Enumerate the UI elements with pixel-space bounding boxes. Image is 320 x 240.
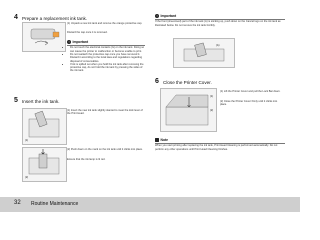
important-text: If the front (sheet-feed) part of the ink tank (A) is sticking up, push down on the Cancel logo on the ink tank as illustrated below. Do not remove the ink tank forcibly. [155,20,281,27]
important-item: • Do not touch the electrical contacts (G) on the ink tank. Doing so can cause the printer to malfunction or become unable to print. [70,46,145,53]
step4-instruction-1b: Discard the cap once it is removed. [67,31,108,34]
step5-instruction-2: (2) Push down on the mark on the ink tank until it clicks into place. [67,148,143,151]
important-item: • If ink is spilled out when you hold the ink tank after removing the protective cap, do not hold the ink tank by pressing the sides of the ink tank. [70,63,145,73]
note-text: When you start printing after replacing the ink tank, Print Head Cleaning is performed automatically. Do not perform any other operations until Print Head Cleaning finishes. [155,144,278,151]
step-title-4: Prepare a replacement ink tank. [22,15,88,21]
ink-tank-insert-svg [23,109,66,144]
label-a: (A) [216,44,220,47]
step-title-6: Close the Printer Cover. [163,79,212,85]
step4-instruction-1: (1) Unpack a new ink tank and remove the orange protective cap. [67,22,143,25]
note-box [155,138,285,151]
note-icon [155,138,159,142]
step-number-5: 5 [14,97,18,104]
label-step5-2: (2) [25,176,29,179]
label-step5-1: (1) [25,139,29,142]
ink-tank-insert-illustration [22,108,67,145]
page-number: 32 [14,199,21,206]
important-item: • Do not reattach the protective cap once you have removed it. Discard it according to the local laws and regulations regarding disposal of consumables. [70,53,145,63]
important-heading: Important [160,14,177,18]
step6-instruction-2: (2) Close the Printer Cover firmly until it clicks into place. [220,100,278,107]
important-box-left [67,40,145,73]
step-title-5: Insert the ink tank. [22,98,60,104]
ink-tank-stuck-svg [174,39,234,67]
important-icon: ! [156,14,158,18]
label-step6-2: (2) [210,109,214,112]
step-number-4: 4 [14,14,18,21]
step-number-6: 6 [155,78,159,85]
ink-tank-push-svg [23,148,66,181]
ink-tank-push-illustration [22,147,67,182]
step6-instruction-1: (1) Lift the Printer Cover and pull the Lock Bar down. [220,90,281,93]
printer-cover-illustration [160,88,217,132]
step5-instruction-2b: Ensure that the ink lamp is lit red. [67,158,106,161]
ink-tank-illustration-unpack [22,22,66,52]
important-icon: ! [68,40,70,44]
ink-tank-unpack-svg [23,23,65,51]
ink-tank-stuck-illustration [173,38,235,68]
label-step6-1: (1) [210,95,214,98]
important-box-right [155,14,285,27]
printer-cover-svg [161,89,216,131]
footer-section-title: Routine Maintenance [31,200,79,207]
important-heading: Important [72,40,89,44]
step5-instruction-1: (1) Insert the new ink tank slightly slanted to meet the lock lever of the Print Head. [67,109,143,116]
note-heading: Note [160,138,169,142]
